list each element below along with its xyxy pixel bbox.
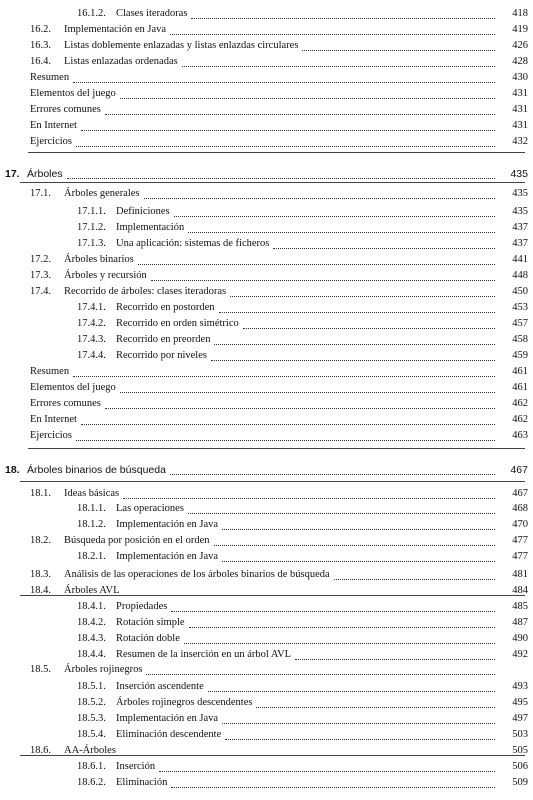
toc-entry	[0, 350, 533, 363]
toc-entry	[0, 488, 533, 501]
dot-leader	[120, 90, 495, 99]
dot-leader	[273, 240, 495, 249]
entry-number: 18.5.2.	[77, 697, 106, 708]
toc-entry	[0, 569, 533, 582]
page-number: 457	[512, 318, 528, 329]
entry-number: 18.4.2.	[77, 617, 106, 628]
page-number: 468	[512, 503, 528, 514]
dot-leader	[191, 10, 495, 19]
toc-entry	[0, 633, 533, 646]
entry-title: Árboles rojinegros	[64, 664, 143, 675]
dot-leader	[170, 466, 495, 475]
entry-title: Elementos del juego	[30, 88, 116, 99]
toc-entry	[0, 601, 533, 614]
toc-entry	[0, 761, 533, 774]
page-number: 431	[512, 120, 528, 131]
toc-entry	[0, 519, 533, 532]
dot-leader	[151, 272, 495, 281]
page-number: 431	[512, 88, 528, 99]
page-number: 437	[512, 222, 528, 233]
entry-title: Propiedades	[116, 601, 168, 612]
entry-title: Árboles binarios de búsqueda	[27, 464, 166, 476]
entry-title: En Internet	[30, 414, 77, 425]
toc-entry	[0, 286, 533, 299]
entry-number: 17.4.2.	[77, 318, 106, 329]
entry-title: Rotación doble	[116, 633, 180, 644]
entry-number: 17.1.2.	[77, 222, 106, 233]
page-number: 448	[512, 270, 528, 281]
toc-entry	[0, 729, 533, 742]
toc-entry	[0, 120, 533, 133]
entry-number: 18.5.	[30, 664, 51, 675]
section-divider	[20, 595, 525, 596]
entry-number: 18.5.4.	[77, 729, 106, 740]
page-number: 461	[512, 366, 528, 377]
entry-number: 18.4.3.	[77, 633, 106, 644]
toc-entry	[0, 24, 533, 37]
page-number: 470	[512, 519, 528, 530]
entry-title: Búsqueda por posición en el orden	[64, 535, 210, 546]
dot-leader	[188, 505, 495, 514]
entry-title: Árboles	[27, 168, 63, 180]
entry-title: Árboles AVL	[64, 585, 120, 596]
dot-leader	[211, 352, 495, 361]
page-number: 435	[510, 168, 528, 180]
page-number: 477	[512, 535, 528, 546]
entry-number: 18.4.4.	[77, 649, 106, 660]
entry-number: 18.4.1.	[77, 601, 106, 612]
page-number: 503	[512, 729, 528, 740]
page-number: 432	[512, 136, 528, 147]
entry-number: 18.1.	[30, 488, 51, 499]
dot-leader	[144, 190, 495, 199]
entry-title: Análisis de las operaciones de los árboles binarios de búsqueda	[64, 569, 330, 580]
toc-entry	[0, 222, 533, 235]
entry-number: 17.4.	[30, 286, 51, 297]
entry-number: 18.3.	[30, 569, 51, 580]
entry-number: 18.6.1.	[77, 761, 106, 772]
dot-leader	[256, 699, 495, 708]
dot-leader	[138, 256, 495, 265]
page-number: 435	[512, 188, 528, 199]
page-number: 497	[512, 713, 528, 724]
entry-title: Ideas básicas	[64, 488, 120, 499]
entry-number: 18.2.1.	[77, 551, 106, 562]
toc-entry	[0, 188, 533, 201]
toc-entry	[0, 8, 533, 21]
entry-title: Inserción	[116, 761, 156, 772]
dot-leader	[146, 666, 495, 675]
toc-entry	[0, 649, 533, 662]
page-number: 418	[512, 8, 528, 19]
entry-title: Ejercicios	[30, 136, 72, 147]
toc-entry	[0, 535, 533, 548]
toc-entry	[0, 414, 533, 427]
entry-title: Errores comunes	[30, 398, 101, 409]
dot-leader	[189, 619, 495, 628]
dot-leader	[171, 603, 495, 612]
entry-number: 18.1.1.	[77, 503, 106, 514]
toc-entry	[0, 430, 533, 443]
page-number: 428	[512, 56, 528, 67]
page-number: 459	[512, 350, 528, 361]
dot-leader	[171, 779, 495, 788]
page-number: 419	[512, 24, 528, 35]
entry-title: Implementación	[116, 222, 185, 233]
section-divider	[20, 182, 525, 183]
dot-leader	[222, 521, 495, 530]
dot-leader	[214, 336, 495, 345]
dot-leader	[295, 651, 495, 660]
entry-title: Errores comunes	[30, 104, 101, 115]
page-number: 450	[512, 286, 528, 297]
entry-number: 18.1.2.	[77, 519, 106, 530]
page-number: 509	[512, 777, 528, 788]
dot-leader	[76, 432, 495, 441]
dot-leader	[170, 26, 495, 35]
entry-title: Inserción ascendente	[116, 681, 204, 692]
entry-number: 16.1.2.	[77, 8, 106, 19]
toc-entry	[0, 56, 533, 69]
entry-title: Las operaciones	[116, 503, 184, 514]
entry-number: 18.2.	[30, 535, 51, 546]
entry-title: Elementos del juego	[30, 382, 116, 393]
entry-number: 17.	[5, 168, 20, 180]
entry-number: 18.	[5, 464, 20, 476]
entry-number: 16.4.	[30, 56, 51, 67]
dot-leader	[105, 400, 495, 409]
page-number: 506	[512, 761, 528, 772]
page-number: 467	[510, 464, 528, 476]
dot-leader	[208, 683, 495, 692]
page-number: 453	[512, 302, 528, 313]
entry-title: Recorrido en orden simétrico	[116, 318, 239, 329]
toc-entry	[0, 697, 533, 710]
entry-title: Implementación en Java	[116, 519, 219, 530]
entry-title: Árboles generales	[64, 188, 140, 199]
dot-leader	[81, 416, 495, 425]
page-number: 492	[512, 649, 528, 660]
page-number: 431	[512, 104, 528, 115]
entry-title: En Internet	[30, 120, 77, 131]
toc-entry	[0, 551, 533, 564]
dot-leader	[73, 368, 495, 377]
toc-entry	[0, 40, 533, 53]
page-number: 485	[512, 601, 528, 612]
dot-leader	[222, 715, 495, 724]
toc-entry	[0, 585, 533, 598]
dot-leader	[230, 288, 495, 297]
toc-entry	[0, 713, 533, 726]
dot-leader	[182, 58, 495, 67]
entry-number: 16.2.	[30, 24, 51, 35]
entry-title: Árboles rojinegros descendentes	[116, 697, 253, 708]
toc-entry	[0, 104, 533, 117]
dot-leader	[159, 763, 495, 772]
page-number: 493	[512, 681, 528, 692]
toc-entry	[0, 366, 533, 379]
entry-title: Una aplicación: sistemas de ficheros	[116, 238, 270, 249]
section-divider	[20, 755, 525, 756]
section-divider	[28, 448, 525, 449]
entry-title: Resumen	[30, 72, 70, 83]
toc-entry	[0, 254, 533, 267]
entry-title: Rotación simple	[116, 617, 185, 628]
toc-entry	[0, 777, 533, 790]
entry-title: Resumen de la inserción en un árbol AVL	[116, 649, 292, 660]
entry-title: Árboles binarios	[64, 254, 134, 265]
toc-entry	[0, 270, 533, 283]
entry-number: 17.1.3.	[77, 238, 106, 249]
page-number: 467	[512, 488, 528, 499]
dot-leader	[120, 384, 495, 393]
entry-title: Implementación en Java	[116, 713, 219, 724]
dot-leader	[174, 208, 495, 217]
entry-title: Recorrido en preorden	[116, 334, 211, 345]
toc-entry	[0, 238, 533, 251]
page-number: 481	[512, 569, 528, 580]
dot-leader	[73, 74, 495, 83]
dot-leader	[214, 537, 495, 546]
dot-leader	[225, 731, 495, 740]
page-number: 435	[512, 206, 528, 217]
dot-leader	[123, 490, 495, 499]
entry-number: 18.4.	[30, 585, 51, 596]
entry-number: 18.5.1.	[77, 681, 106, 692]
dot-leader	[222, 553, 495, 562]
entry-title: Eliminación	[116, 777, 168, 788]
toc-entry	[0, 318, 533, 331]
page-number: 458	[512, 334, 528, 345]
page-number: 505	[512, 745, 528, 756]
entry-number: 17.4.4.	[77, 350, 106, 361]
dot-leader	[219, 304, 495, 313]
entry-title: AA-Árboles	[64, 745, 116, 756]
chapter-row	[0, 464, 533, 477]
entry-number: 18.5.3.	[77, 713, 106, 724]
toc-entry	[0, 72, 533, 85]
entry-number: 17.1.1.	[77, 206, 106, 217]
entry-title: Recorrido en postorden	[116, 302, 215, 313]
entry-title: Implementación en Java	[116, 551, 219, 562]
entry-title: Ejercicios	[30, 430, 72, 441]
section-divider	[20, 481, 525, 482]
entry-number: 17.4.1.	[77, 302, 106, 313]
page-number: 495	[512, 697, 528, 708]
page-number: 441	[512, 254, 528, 265]
entry-title: Clases iteradoras	[116, 8, 188, 19]
toc-entry	[0, 617, 533, 630]
page-number: 430	[512, 72, 528, 83]
page-number: 477	[512, 551, 528, 562]
entry-title: Recorrido por niveles	[116, 350, 207, 361]
entry-number: 16.3.	[30, 40, 51, 51]
page-number: 462	[512, 414, 528, 425]
toc-entry	[0, 664, 533, 677]
toc-entry	[0, 302, 533, 315]
dot-leader	[81, 122, 495, 131]
toc-entry	[0, 398, 533, 411]
section-divider	[28, 152, 525, 153]
page-number: 461	[512, 382, 528, 393]
page-number: 426	[512, 40, 528, 51]
dot-leader	[76, 138, 495, 147]
toc-entry	[0, 136, 533, 149]
entry-title: Definiciones	[116, 206, 170, 217]
toc-entry	[0, 334, 533, 347]
entry-title: Resumen	[30, 366, 70, 377]
toc-entry	[0, 745, 533, 758]
toc-entry	[0, 206, 533, 219]
entry-number: 18.6.2.	[77, 777, 106, 788]
chapter-row	[0, 168, 533, 181]
page-number: 463	[512, 430, 528, 441]
toc-entry	[0, 503, 533, 516]
page-number: 462	[512, 398, 528, 409]
toc-entry	[0, 88, 533, 101]
entry-number: 17.1.	[30, 188, 51, 199]
entry-number: 17.3.	[30, 270, 51, 281]
entry-number: 17.2.	[30, 254, 51, 265]
entry-title: Implementación en Java	[64, 24, 167, 35]
dot-leader	[334, 571, 495, 580]
dot-leader	[67, 170, 495, 179]
entry-title: Árboles y recursión	[64, 270, 147, 281]
page-number: 484	[512, 585, 528, 596]
toc-entry	[0, 681, 533, 694]
entry-title: Listas doblemente enlazadas y listas enlazdas circulares	[64, 40, 299, 51]
dot-leader	[188, 224, 495, 233]
entry-title: Recorrido de árboles: clases iteradoras	[64, 286, 227, 297]
toc-entry	[0, 382, 533, 395]
dot-leader	[302, 42, 495, 51]
dot-leader	[105, 106, 495, 115]
entry-number: 17.4.3.	[77, 334, 106, 345]
page-number: 490	[512, 633, 528, 644]
dot-leader	[243, 320, 495, 329]
entry-title: Listas enlazadas ordenadas	[64, 56, 178, 67]
page-number: 487	[512, 617, 528, 628]
entry-number: 18.6.	[30, 745, 51, 756]
page-number: 437	[512, 238, 528, 249]
entry-title: Eliminación descendente	[116, 729, 222, 740]
dot-leader	[184, 635, 495, 644]
